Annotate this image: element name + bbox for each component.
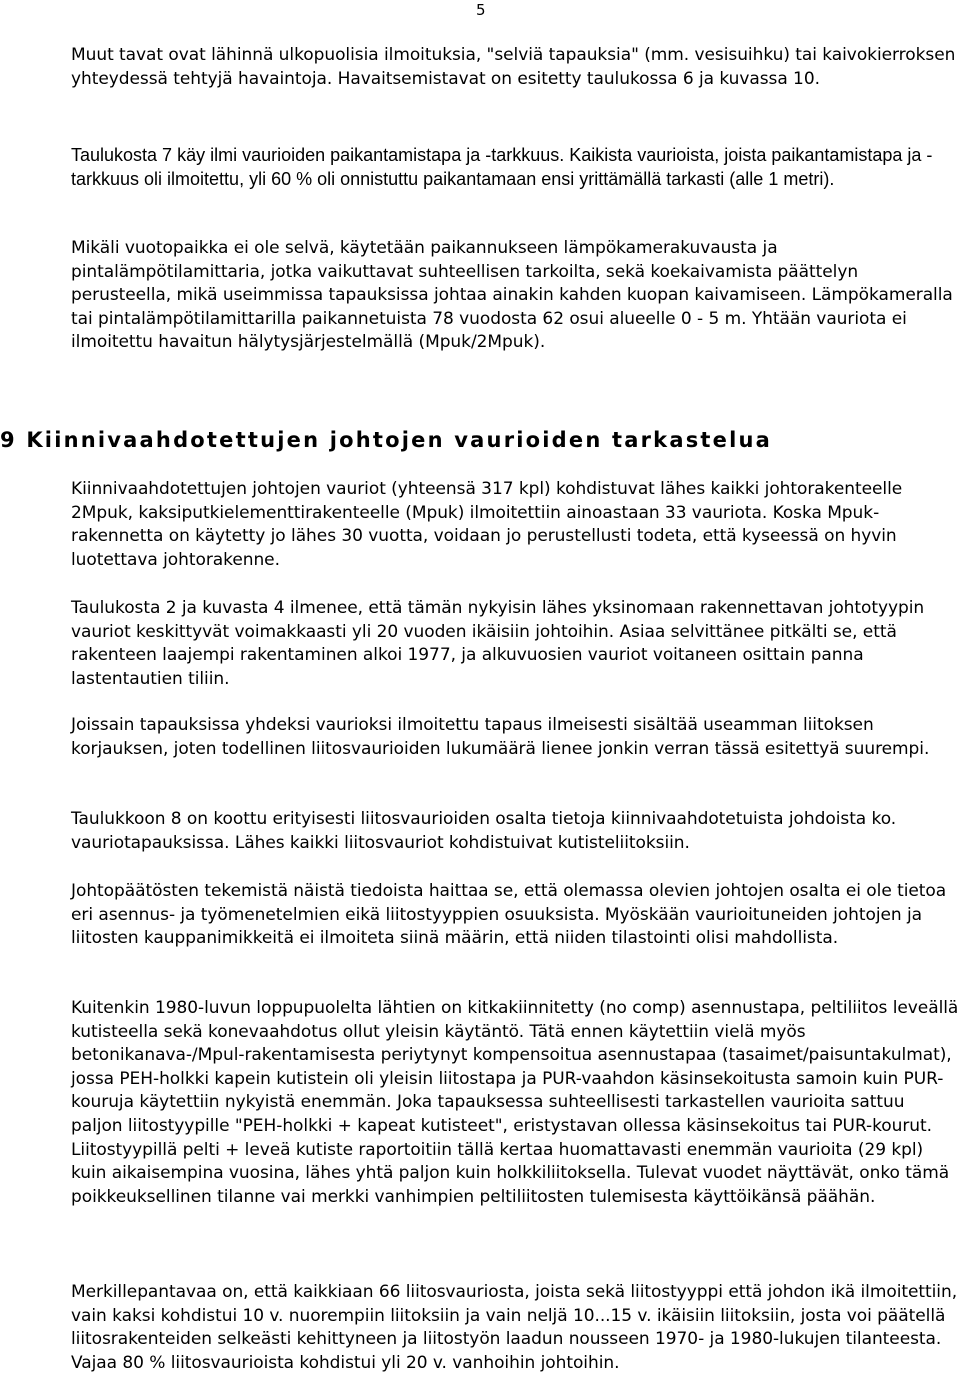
paragraph-conclusions: Johtopäätösten tekemistä näistä tiedoista haittaa se, että olemassa olevien johtojen osalta ei ole tietoa eri asennus- ja työmenetelmien eikä liitostyyppien osuuksista. Myöskään vaurioituneiden johtojen ja liitosten kauppanimikkeitä ei ilmoiteta siinä määrin, että niiden tilastointi olisi mahdollista.: [71, 881, 947, 949]
page-number: 5: [476, 1, 486, 19]
section-heading: 9 Kiinnivaahdotettujen johtojen vaurioiden tarkastelua: [0, 428, 773, 452]
paragraph-table-8: Taulukkoon 8 on koottu erityisesti liitosvaurioiden osalta tietoja kiinnivaahdotetuista johdoista ko. vauriotapauksissa. Lähes kaikki liitosvauriot kohdistuivat kutisteliitoksiin.: [71, 809, 897, 853]
paragraph-leak-localization: Mikäli vuotopaikka ei ole selvä, käytetään paikannukseen lämpökamerakuvausta ja pintalämpötilamittaria, jotka vaikuttavat suhteellisen tarkoilta, sekä koekaivamista päättelyn perusteella, mikä useimmissa tapauksissa johtaa ainakin kahden kuopan kaivamiseen. Lämpökameralla tai pintalämpötilamittarilla paikannetuista 78 vuodosta 62 osui alueelle 0 - 5 m. Yhtään vauriota ei ilmoitettu havaitun hälytysjärjestelmällä (Mpuk/2Mpuk).: [71, 238, 953, 353]
paragraph-age-distribution: Taulukosta 2 ja kuvasta 4 ilmenee, että tämän nykyisin lähes yksinomaan rakennettavan johtotyypin vauriot keskittyvät voimakkaasti yli 20 vuoden ikäisiin johtoihin. Asiaa selvittänee pitkälti se, että rakenteen laajempi rakentaminen alkoi 1977, ja alkuvuosien vauriot voitaneen osittain panna lastentautien tiliin.: [71, 598, 925, 689]
paragraph-installation-methods: Kuitenkin 1980-luvun loppupuolelta lähtien on kitkakiinnitetty (no comp) asennustapa, peltiliitos leveällä kutisteella sekä konevaahdotus ollut yleisin käytäntö. Tätä ennen käytettiin vielä myös betonikanava-/Mpul-rakentamisesta periytynyt kompensoitua asennustapaa (tasaimet/paisuntakulmat), jossa PEH-holkki kapein kutistein oli yleisin liitostapa ja PUR-vaahdon käsinsekoitusta samoin kuin PUR-kouruja käytettiin nykyistä enemmän. Joka tapauksessa suhteellisesti tarkastellen vaurioita sattuu paljon liitostyypille "PEH-holkki + kapeat kutisteet", eristystavan ollessa käsinsekoitus tai PUR-kourut. Liitostyypillä pelti + leveä kutiste raportoitiin tällä kertaa huomattavasti enemmän vaurioita (29 kpl) kuin aikaisempina vuosina, lähes yhtä paljon kuin holkkiliitoksella. Tulevat vuodet näyttävät, onko tämä poikkeuksellinen tilanne vai merkki vanhimpien peltiliitosten tulemisesta käyttöikänsä päähän.: [71, 998, 959, 1207]
paragraph-foamed-pipe-damages: Kiinnivaahdotettujen johtojen vauriot (yhteensä 317 kpl) kohdistuvat lähes kaikki johtorakenteelle 2Mpuk, kaksiputkielementtirakenteelle (Mpuk) ilmoitettiin ainoastaan 33 vauriota. Koska Mpuk-rakennetta on käytetty jo lähes 30 vuotta, voidaan jo perustellusti todeta, että kyseessä on hyvin luotettava johtorakenne.: [71, 479, 903, 570]
paragraph-other-detection-methods: Muut tavat ovat lähinnä ulkopuolisia ilmoituksia, "selviä tapauksia" (mm. vesisuihku) tai kaivokierroksen yhteydessä tehtyjä havaintoja. Havaitsemistavat on esitetty taulukossa 6 ja kuvassa 10.: [71, 45, 956, 89]
paragraph-localization-accuracy: Taulukosta 7 käy ilmi vaurioiden paikantamistapa ja -tarkkuus. Kaikista vaurioista, joista paikantamistapa ja -tarkkuus oli ilmoitettu, yli 60 % oli onnistuttu paikantamaan ensi yrittämällä tarkasti (alle 1 metri).: [71, 145, 933, 189]
paragraph-multiple-joints: Joissain tapauksissa yhdeksi vaurioksi ilmoitettu tapaus ilmeisesti sisältää useamman liitoksen korjauksen, joten todellinen liitosvaurioiden lukumäärä lienee jonkin verran tässä esitettyä suurempi.: [71, 715, 930, 759]
paragraph-joint-age: Merkillepantavaa on, että kaikkiaan 66 liitosvauriosta, joista sekä liitostyyppi että johdon ikä ilmoitettiin, vain kaksi kohdistui 10 v. nuorempiin liitoksiin ja vain neljä 10...15 v. ikäisiin liitoksiin, josta voi päätellä liitosrakenteiden selkeästi kehittyneen ja liitostyön laadun nousseen 1970- ja 1980-lukujen tilanteesta. Vajaa 80 % liitosvaurioista kohdistui yli 20 v. vanhoihin johtoihin.: [71, 1282, 958, 1373]
